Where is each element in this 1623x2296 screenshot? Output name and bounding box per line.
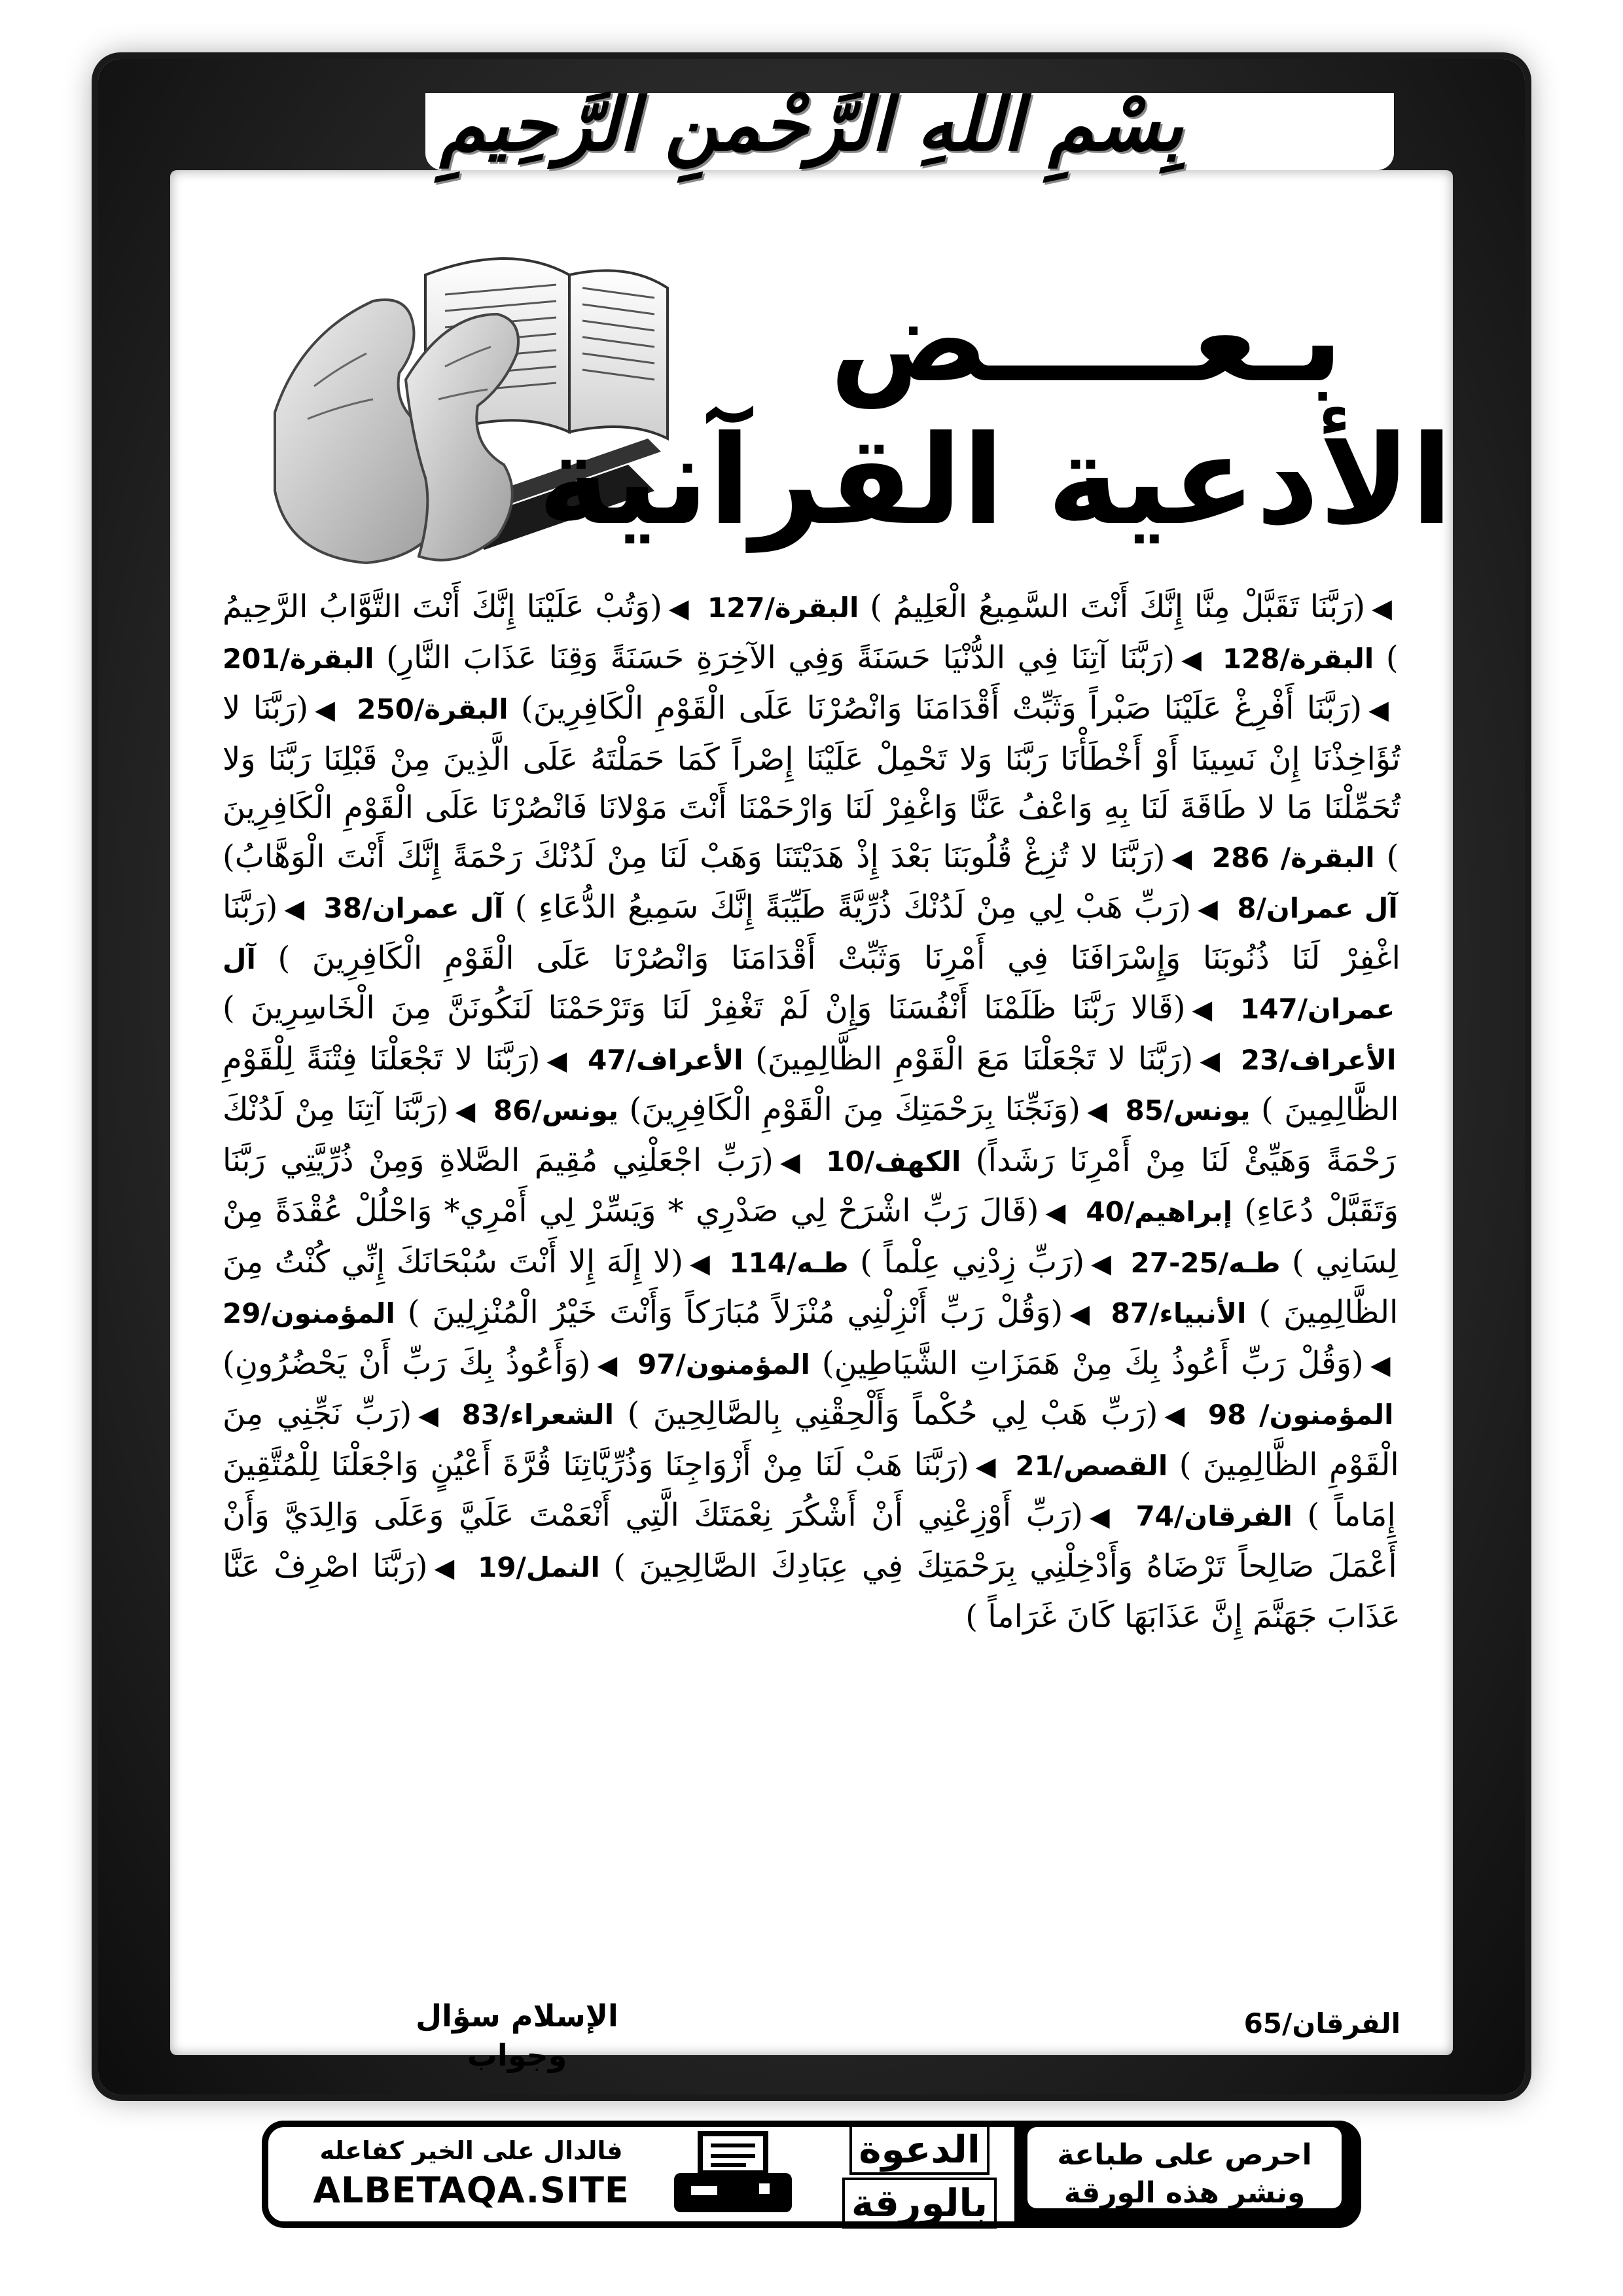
arrow-icon: ◀ [779, 1147, 805, 1177]
dua-item: ◀(رَبَّنَا آتِنَا فِي الدُّنْيَا حَسَنَةً وَفِي الآخِرَةِ حَسَنَةً وَقِنَا عَذَابَ النَّارِ) البقرة/201 [223, 639, 1204, 676]
printer-icon [668, 2130, 798, 2221]
dua-item: ◀(رَبَّنَا لا تُؤَاخِذْنَا إِنْ نَسِينَا أَوْ أَخْطَأْنَا رَبَّنَا وَلا تَحْمِلْ عَلَيْنَا إِصْراً كَمَا حَمَلْتَهُ عَلَى الَّذِينَ مِنْ قَبْلِنَا رَبَّنَا وَلا تُحَمِّلْنَا مَا لا طَاقَةَ لَنَا بِهِ وَاعْفُ عَنَّا وَاغْفِرْ لَنَا وَارْحَمْنَا أَنْتَ مَوْلانَا فَانْصُرْنَا عَلَى الْقَوْمِ الْكَافِرِينَ ) البقرة/ 286 [223, 690, 1400, 875]
arrow-icon: ◀ [418, 1401, 442, 1431]
dua-item: ◀(رَبَّنَا اغْفِرْ لَنَا ذُنُوبَنَا وَإِسْرَافَنَا فِي أَمْرِنَا وَثَبِّتْ أَقْدَامَنَا وَانْصُرْنَا عَلَى الْقَوْمِ الْكَافِرِينَ ) آل عمران/147 [223, 889, 1401, 1025]
dua-item: ◀(وَأَعُوذُ بِكَ رَبِّ أَنْ يَحْضُرُونِ) المؤمنون/ 98 [223, 1344, 1394, 1431]
title-line-2: الأدعية القرآنية [537, 409, 1453, 552]
source-credit: الإسلام سؤال وجواب [416, 1998, 618, 2073]
footer-slogan: فالدال على الخير كفاعله [319, 2136, 623, 2165]
dua-item: ◀(رَبَّنَا لا تَجْعَلْنَا فِتْنَةً لِلْقَوْمِ الظَّالِمِينَ ) يونس/85 [223, 1040, 1399, 1128]
arrow-icon: ◀ [1370, 1350, 1393, 1380]
arrow-icon: ◀ [1045, 1198, 1068, 1228]
arrow-icon: ◀ [1091, 1248, 1113, 1279]
last-reference: الفرقان/65 [1243, 2007, 1400, 2039]
arrow-icon: ◀ [1069, 1299, 1092, 1329]
dawah-logo [838, 2122, 1001, 2231]
arrow-icon: ◀ [455, 1096, 476, 1126]
arrow-icon: ◀ [1198, 894, 1219, 924]
arrow-icon: ◀ [1372, 594, 1393, 624]
footer-call-line-2: ونشر هذه الورقة [1063, 2176, 1306, 2210]
duas-text [223, 583, 1400, 2055]
dua-item: ◀(رَبِّ زِدْنِي عِلْماً ) طـه/114 [729, 1243, 1113, 1280]
arrow-icon: ◀ [546, 1045, 569, 1076]
dua-item: ◀(رَبَّنَا لا تَجْعَلْنَا مَعَ الْقَوْمِ الظَّالِمِينَ) الأعراف/47 [588, 1040, 1222, 1077]
arrow-icon: ◀ [1368, 695, 1391, 725]
arrow-icon: ◀ [1181, 644, 1204, 675]
arrow-icon: ◀ [434, 1552, 458, 1583]
footer-slogan-block [294, 2132, 648, 2217]
dua-item: ◀(وَقُلْ رَبِّ أَنْزِلْنِي مُنْزَلاً مُبَارَكاً وَأَنْتَ خَيْرُ الْمُنْزِلِينَ ) المؤمنون/29 [223, 1294, 1092, 1331]
dua-item: ◀(رَبِّ هَبْ لِي حُكْماً وَأَلْحِقْنِي بِالصَّالِحِينَ ) الشعراء/83 [461, 1395, 1188, 1432]
dua-item: ◀(وَتُبْ عَلَيْنَا إِنَّكَ أَنْتَ التَّوَّابُ الرَّحِيمُ ) البقرة/128 [223, 588, 1399, 676]
arrow-icon: ◀ [1089, 1502, 1115, 1532]
dua-item: ◀(رَبَّنَا هَبْ لَنَا مِنْ أَزْوَاجِنَا وَذُرِّيَّاتِنَا قُرَّةَ أَعْيُنٍ وَاجْعَلْنَا لِلْمُتَّقِينَ إِمَاماً ) الفرقان/74 [223, 1446, 1396, 1534]
arrow-icon: ◀ [1087, 1096, 1109, 1126]
footer-banner [262, 2121, 1361, 2228]
dua-item: ◀(رَبِّ أَوْزِعْنِي أَنْ أَشْكُرَ نِعْمَتَكَ الَّتِي أَنْعَمْتَ عَلَيَّ وَعَلَى وَالِدَيَّ وَأَنْ أَعْمَلَ صَالِحاً تَرْضَاهُ وَأَدْخِلْنِي بِرَحْمَتِكَ فِي عِبَادِكَ الصَّالِحِينَ ) النمل/19 [223, 1497, 1397, 1585]
dua-item: ◀(رَبِّ هَبْ لِي مِنْ لَدُنْكَ ذُرِّيَّةً طَيِّبَةً إِنَّكَ سَمِيعُ الدُّعَاءِ ) آل عمران/38 [323, 889, 1219, 925]
arrow-icon: ◀ [1200, 1045, 1222, 1076]
dua-item: ◀(وَنَجِّنَا بِرَحْمَتِكَ مِنَ الْقَوْمِ الْكَافِرِينَ) يونس/86 [493, 1091, 1109, 1128]
title-line-1: بـعـــــض [830, 272, 1343, 408]
dua-item: ◀(رَبَّنَا لا تُزِغْ قُلُوبَنَا بَعْدَ إِذْ هَدَيْتَنَا وَهَبْ لَنَا مِنْ لَدُنْكَ رَحْمَةً إِنَّكَ أَنْتَ الْوَهَّابُ) آل عمران/8 [223, 838, 1398, 924]
arrow-icon: ◀ [689, 1248, 711, 1279]
dua-item: ◀(قَالَ رَبِّ اشْرَحْ لِي صَدْرِي * وَيَسِّرْ لِي أَمْرِي* وَاحْلُلْ عُقْدَةً مِنْ لِسَانِي ) طـه/25-27 [223, 1193, 1398, 1280]
dua-item: ◀(رَبِّ اجْعَلْنِي مُقِيمَ الصَّلاةِ وَمِنْ ذُرِّيَّتِي رَبَّنَا وَتَقَبَّلْ دُعَاءِ) إبراهيم/40 [223, 1141, 1399, 1229]
dua-item: ◀(وَقُلْ رَبِّ أَعُوذُ بِكَ مِنْ هَمَزَاتِ الشَّيَاطِينِ) المؤمنون/97 [637, 1344, 1393, 1382]
footer-site-link[interactable]: ALBETAQA.SITE [313, 2170, 630, 2211]
dua-item: ◀(لا إِلَهَ إِلا أَنْتَ سُبْحَانَكَ إِنِّي كُنْتُ مِنَ الظَّالِمِينَ ) الأنبياء/87 [223, 1243, 1399, 1331]
dua-item: ◀(رَبَّنَا آتِنَا مِنْ لَدُنْكَ رَحْمَةً وَهَيِّئْ لَنَا مِنْ أَمْرِنَا رَشَداً) الكهف/10 [223, 1091, 1396, 1179]
arrow-icon: ◀ [668, 594, 690, 624]
logo-line-2: بالورقة [842, 2178, 997, 2229]
arrow-icon: ◀ [975, 1451, 997, 1482]
arrow-icon: ◀ [1192, 995, 1219, 1025]
footer-call-line-1: احرص على طباعة [1057, 2138, 1312, 2172]
basmala: بِسْمِ اللهِ الرَّحْمنِ الرَّحِيمِ [440, 81, 1183, 168]
dua-item: ◀(رَبَّنَا تَقَبَّلْ مِنَّا إِنَّكَ أَنْتَ السَّمِيعُ الْعَلِيمُ ) البقرة/127 [707, 588, 1393, 625]
arrow-icon: ◀ [1171, 843, 1194, 874]
arrow-icon: ◀ [597, 1350, 620, 1380]
dua-item: ◀(رَبَّنَا اصْرِفْ عَنَّا عَذَابَ جَهَنَّمَ إِنَّ عَذَابَهَا كَانَ غَرَاماً ) [223, 1547, 1400, 1635]
dua-item: ◀(رَبِّ نَجِّنِي مِنَ الْقَوْمِ الظَّالِمِينَ ) القصص/21 [223, 1395, 1399, 1483]
dua-item: ◀(رَبَّنَا أَفْرِغْ عَلَيْنَا صَبْراً وَثَبِّتْ أَقْدَامَنَا وَانْصُرْنَا عَلَى الْقَوْمِ الْكَافِرِينَ) البقرة/250 [357, 690, 1391, 726]
arrow-icon: ◀ [284, 894, 306, 924]
footer-call-block [1014, 2121, 1355, 2228]
logo-line-1: الدعوة [849, 2124, 989, 2175]
dua-item: ◀(قَالا رَبَّنَا ظَلَمْنَا أَنْفُسَنَا وَإِنْ لَمْ تَغْفِرْ لَنَا وَتَرْحَمْنَا لَنَكُونَنَّ مِنَ الْخَاسِرِينَ ) الأعراف/23 [223, 990, 1397, 1076]
arrow-icon: ◀ [315, 695, 338, 725]
arrow-icon: ◀ [1164, 1401, 1188, 1431]
